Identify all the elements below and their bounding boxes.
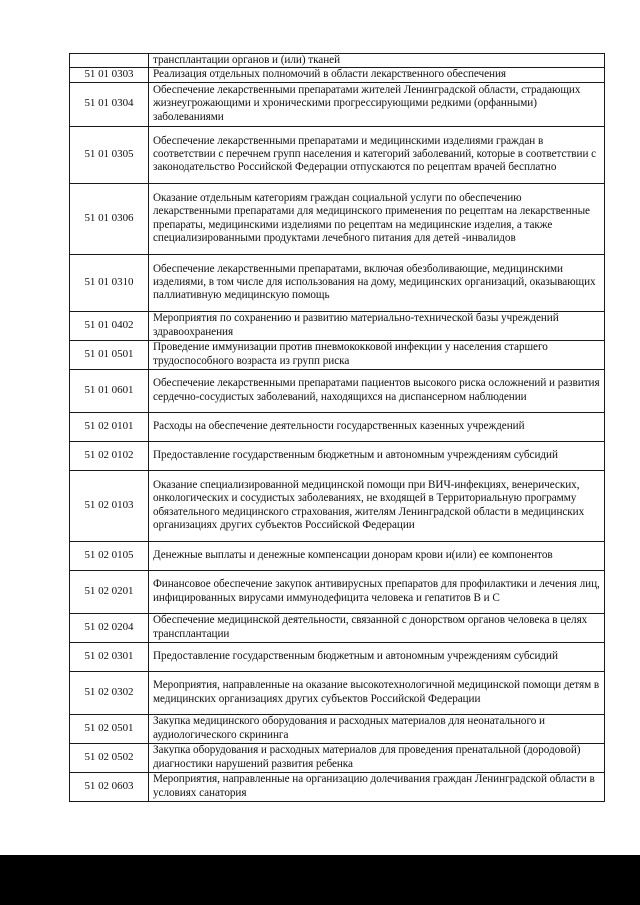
table-row bbox=[70, 671, 605, 714]
table-row bbox=[70, 54, 605, 68]
row-code: 51 02 0502 bbox=[70, 743, 149, 772]
row-code: 51 01 0304 bbox=[70, 82, 149, 126]
table-row bbox=[70, 772, 605, 801]
row-description: Проведение иммунизации против пневмококковой инфекции у населения старшего трудоспособного возраста из групп риска bbox=[149, 340, 605, 369]
row-code: 51 01 0402 bbox=[70, 311, 149, 340]
row-code: 51 02 0204 bbox=[70, 613, 149, 642]
row-description: Расходы на обеспечение деятельности государственных казенных учреждений bbox=[149, 412, 605, 441]
row-code: 51 02 0501 bbox=[70, 714, 149, 743]
row-description: трансплантации органов и (или) тканей bbox=[149, 54, 605, 68]
row-description: Обеспечение медицинской деятельности, связанной с донорством органов человека в целях трансплантации bbox=[149, 613, 605, 642]
table-row bbox=[70, 369, 605, 412]
table-row bbox=[70, 340, 605, 369]
row-description: Оказание специализированной медицинской помощи при ВИЧ-инфекциях, венерических, онкологических и сосудистых заболеваниях, не входящей в Территориальную программу обязательного медицинского страхования, жителям Ленинградской области в медицинских организациях других субъектов Российской Федерации bbox=[149, 470, 605, 541]
row-description: Реализация отдельных полномочий в области лекарственного обеспечения bbox=[149, 68, 605, 82]
row-code: 51 02 0302 bbox=[70, 671, 149, 714]
row-description: Мероприятия, направленные на организацию долечивания граждан Ленинградской области в условиях санатория bbox=[149, 772, 605, 801]
row-description: Оказание отдельным категориям граждан социальной услуги по обеспечению лекарственными препаратами для медицинского применения по рецептам на лекарственные препараты, медицинскими изделиями по рецептам на медицинские изделия, а также специализированными продуктами лечебного питания для детей -инвалидов bbox=[149, 183, 605, 254]
row-code: 51 02 0603 bbox=[70, 772, 149, 801]
table-row bbox=[70, 541, 605, 570]
table-row bbox=[70, 743, 605, 772]
row-code: 51 02 0105 bbox=[70, 541, 149, 570]
row-code: 51 01 0306 bbox=[70, 183, 149, 254]
row-description: Обеспечение лекарственными препаратами, включая обезболивающие, медицинскими изделиями, в том числе для использования на дому, медицинских организаций, оказывающих паллиативную медицинскую помощь bbox=[149, 254, 605, 311]
table-row bbox=[70, 642, 605, 671]
row-description: Закупка оборудования и расходных материалов для проведения пренатальной (дородовой) диагностики нарушений развития ребенка bbox=[149, 743, 605, 772]
row-description: Обеспечение лекарственными препаратами и медицинскими изделиями граждан в соответствии с перечнем групп населения и категорий заболеваний, которые в соответствии с законодательство Российской Федерации отпускаются по рецептам врачей бесплатно bbox=[149, 126, 605, 183]
row-description: Предоставление государственным бюджетным и автономным учреждениям субсидий bbox=[149, 642, 605, 671]
table-row bbox=[70, 311, 605, 340]
row-code: 51 02 0201 bbox=[70, 570, 149, 613]
row-code: 51 01 0303 bbox=[70, 68, 149, 82]
row-code: 51 01 0310 bbox=[70, 254, 149, 311]
table-row bbox=[70, 714, 605, 743]
row-code: 51 02 0102 bbox=[70, 441, 149, 470]
scan-bottom-border bbox=[0, 855, 640, 905]
row-description: Мероприятия по сохранению и развитию материально-технической базы учреждений здравоохранения bbox=[149, 311, 605, 340]
row-description: Финансовое обеспечение закупок антивирусных препаратов для профилактики и лечения лиц, инфицированных вирусами иммунодефицита человека и гепатитов В и С bbox=[149, 570, 605, 613]
row-code: 51 01 0601 bbox=[70, 369, 149, 412]
table-row bbox=[70, 82, 605, 126]
table-row bbox=[70, 183, 605, 254]
row-description: Обеспечение лекарственными препаратами пациентов высокого риска осложнений и развития сердечно-сосудистых заболеваний, находящихся на диспансерном наблюдении bbox=[149, 369, 605, 412]
row-code: 51 01 0501 bbox=[70, 340, 149, 369]
table-row bbox=[70, 613, 605, 642]
row-description: Предоставление государственным бюджетным и автономным учреждениям субсидий bbox=[149, 441, 605, 470]
table-row bbox=[70, 570, 605, 613]
row-description: Мероприятия, направленные на оказание высокотехнологичной медицинской помощи детям в медицинских организациях других субъектов Российской Федерации bbox=[149, 671, 605, 714]
row-code: 51 02 0101 bbox=[70, 412, 149, 441]
budget-codes-table bbox=[69, 53, 605, 802]
row-code bbox=[70, 54, 149, 68]
table-row bbox=[70, 470, 605, 541]
row-description: Обеспечение лекарственными препаратами жителей Ленинградской области, страдающих жизнеугрожающими и хроническими прогрессирующими редкими (орфанными) заболеваниями bbox=[149, 82, 605, 126]
row-description: Закупка медицинского оборудования и расходных материалов для неонатального и аудиологического скрининга bbox=[149, 714, 605, 743]
row-code: 51 01 0305 bbox=[70, 126, 149, 183]
table-row bbox=[70, 126, 605, 183]
table-row bbox=[70, 68, 605, 82]
row-code: 51 02 0103 bbox=[70, 470, 149, 541]
row-code: 51 02 0301 bbox=[70, 642, 149, 671]
table-row bbox=[70, 412, 605, 441]
row-description: Денежные выплаты и денежные компенсации донорам крови и(или) ее компонентов bbox=[149, 541, 605, 570]
table-row bbox=[70, 441, 605, 470]
table-row bbox=[70, 254, 605, 311]
